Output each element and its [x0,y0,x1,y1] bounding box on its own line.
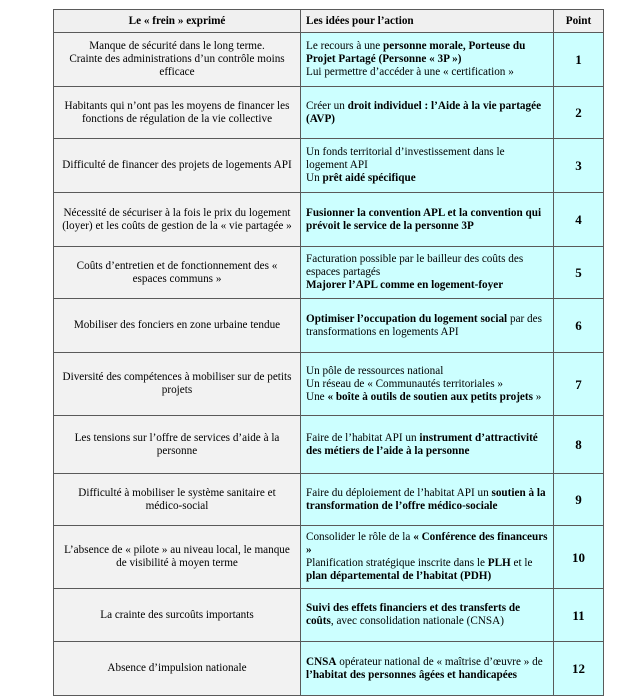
idea-cell [301,589,554,642]
idea-cell [301,474,554,526]
idea-text: opérateur national de « maîtrise d’œuvre » de [336,655,543,668]
idea-line [306,146,548,172]
brake-cell [54,139,301,193]
idea-cell [301,87,554,139]
idea-text-bold: Fusionner la convention APL et la convention qui prévoit le service de la personne 3P [306,206,542,232]
brake-text: La crainte des surcoûts importants [100,608,254,621]
idea-text: Le recours à une [306,40,384,52]
idea-line [306,279,548,292]
point-number: 1 [554,33,604,87]
idea-text-bold: CNSA [306,655,337,668]
table-row [54,33,604,87]
idea-cell [301,353,554,416]
idea-line [306,40,548,66]
idea-line [306,207,548,233]
idea-text: Une [306,390,328,403]
idea-text: Créer un [306,99,348,112]
idea-text-bold: droit individuel : l’Aide à la vie partagée (AVP) [306,99,542,125]
brake-text: Mobiliser des fonciers en zone urbaine tendue [73,319,281,331]
brake-cell [54,33,301,87]
idea-text-bold: soutien à la transformation de l’offre médico-sociale [306,486,546,512]
idea-text: Un [306,172,323,184]
brake-cell [54,299,301,353]
table-row [54,589,604,642]
brake-cell [54,193,301,247]
table-row [54,87,604,139]
point-number: 10 [554,526,604,589]
table-row [54,193,604,247]
idea-text: Faire du déploiement de l’habitat API un [306,486,492,499]
table-body [54,33,604,696]
idea-cell [301,247,554,299]
brake-cell [54,353,301,416]
table-row [54,139,604,193]
table-row [54,416,604,474]
idea-text-bold: Optimiser l’occupation du logement social [306,312,508,325]
idea-line [306,432,548,458]
idea-text-bold: l’habitat des personnes âgées et handicapées [306,668,518,681]
idea-line [306,378,548,391]
brake-cell [54,526,301,589]
brake-text: Difficulté à mobiliser le système sanitaire et médico-social [78,486,276,512]
table-row [54,247,604,299]
brake-cell [54,642,301,696]
brake-cell [54,87,301,139]
idea-text-bold: plan départemental de l’habitat (PDH) [306,570,492,582]
point-number: 8 [554,416,604,474]
brake-cell [54,247,301,299]
brakes-actions-table-container [53,9,604,696]
idea-line [306,100,548,126]
point-number: 6 [554,299,604,353]
point-number: 3 [554,139,604,193]
idea-cell [301,139,554,193]
idea-line [306,253,548,279]
brake-text: Crainte des administrations d’un contrôle moins efficace [69,53,285,78]
idea-text-bold: Suivi des effets financiers et des transferts de coûts [306,602,521,627]
brake-text: Manque de sécurité dans le long terme. [89,40,265,52]
brake-text: Habitants qui n’ont pas les moyens de financer les fonctions de régulation de la vie collective [64,99,290,125]
point-number: 5 [554,247,604,299]
brake-text: Diversité des compétences à mobiliser sur de petits projets [62,371,292,396]
idea-line [306,531,548,557]
idea-line [306,313,548,339]
idea-line [306,172,548,185]
idea-text-bold: personne morale, Porteuse du Projet Partagé (Personne « 3P ») [306,40,526,65]
idea-line [306,487,548,513]
point-number: 2 [554,87,604,139]
idea-text: Lui permettre d’accéder à une « certification » [306,66,514,78]
table-header-row [54,10,604,33]
point-number: 12 [554,642,604,696]
idea-text: par des transformations en logements API [306,312,542,338]
idea-text-bold: instrument d’attractivité des métiers de l’aide à la personne [306,431,538,457]
brake-text: Nécessité de sécuriser à la fois le prix du logement (loyer) et les coûts de gestion de la « vie partagée » [62,206,292,232]
idea-text: Un réseau de « Communautés territoriales » [306,377,503,390]
brakes-actions-table [53,9,604,696]
idea-cell [301,526,554,589]
idea-text: , avec consolidation nationale (CNSA) [330,615,504,627]
idea-text: Faire de l’habitat API un [306,431,420,444]
idea-cell [301,416,554,474]
idea-line [306,602,548,628]
idea-text: Consolider le rôle de la [306,531,414,543]
idea-line [306,557,548,583]
table-row [54,353,604,416]
idea-text-bold: prêt aidé spécifique [322,172,416,184]
brake-text: Les tensions sur l’offre de services d’aide à la personne [74,431,280,457]
brake-cell [54,474,301,526]
idea-cell [301,299,554,353]
point-number: 9 [554,474,604,526]
idea-line [306,391,548,404]
idea-line [306,656,548,682]
idea-text-bold: « Conférence des financeurs » [306,531,548,556]
idea-text-bold: Majorer l’APL comme en logement-foyer [306,279,504,291]
idea-text-bold: PLH [487,557,511,569]
idea-text: Facturation possible par le bailleur des coûts des espaces partagés [306,253,524,278]
point-number: 11 [554,589,604,642]
idea-text-bold: « boîte à outils de soutien aux petits projets [327,390,533,403]
idea-cell [301,33,554,87]
idea-text: Un fonds territorial d’investissement dans le logement API [306,146,505,171]
idea-line [306,365,548,378]
brake-text: Difficulté de financer des projets de logements API [62,159,292,171]
point-number: 7 [554,353,604,416]
table-row [54,474,604,526]
brake-text: Coûts d’entretien et de fonctionnement des « espaces communs » [76,259,278,285]
header-brake: Le « frein » exprimé [54,10,301,33]
brake-cell [54,416,301,474]
idea-text: Un pôle de ressources national [306,364,444,377]
table-row [54,299,604,353]
brake-text: Absence d’impulsion nationale [107,662,247,674]
idea-line [306,66,548,79]
brake-text: L’absence de « pilote » au niveau local, le manque de visibilité à moyen terme [64,544,290,569]
table-row [54,642,604,696]
point-number: 4 [554,193,604,247]
table-row [54,526,604,589]
header-point: Point [554,10,604,33]
header-ideas: Les idées pour l’action [301,10,554,33]
idea-text: » [532,390,542,403]
idea-text: et le [510,557,533,569]
idea-cell [301,642,554,696]
idea-cell [301,193,554,247]
idea-text: Planification stratégique inscrite dans le [306,557,488,569]
brake-cell [54,589,301,642]
